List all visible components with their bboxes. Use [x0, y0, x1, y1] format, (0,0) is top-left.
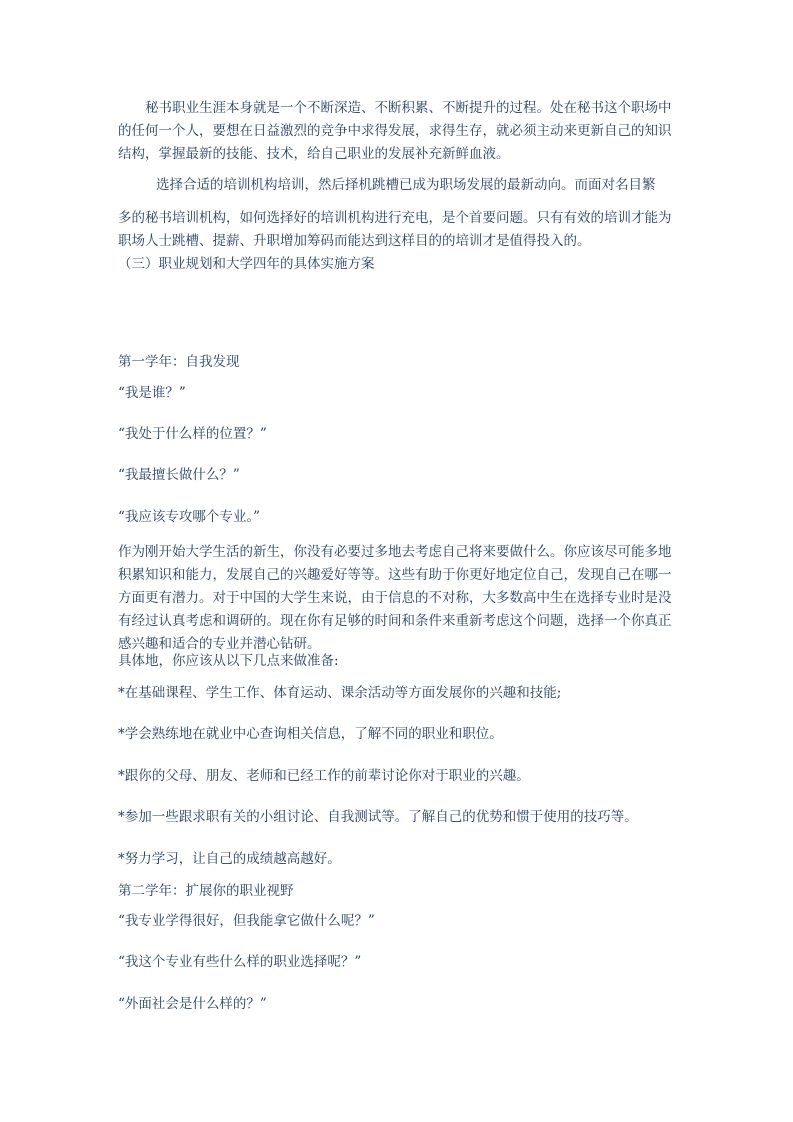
year1-bullet-2: *学会熟练地在就业中心查询相关信息，了解不同的职业和职位。 — [118, 726, 503, 742]
year1-question-3: “我最擅长做什么？” — [118, 467, 240, 483]
year2-question-2: “我这个专业有些什么样的职业选择呢？” — [118, 954, 362, 970]
year1-body: 作为刚开始大学生活的新生，你没有必要过多地去考虑自己将来要做什么。你应该尽可能多地积累知识和能力，发展自己的兴趣爱好等等。这些有助于你更好地定位自己，发现自己在哪一方面更有潜力。对于中国的大学生来说，由于信息的不对称，大多数高中生在选择专业时是没有经过认真考虑和调研的。现在你有足够的时间和条件来重新考虑这个问题，选择一个你真正感兴趣和适合的专业并潜心钻研。 — [118, 544, 672, 652]
paragraph-training-rest: 多的秘书培训机构，如何选择好的培训机构进行充电，是个首要问题。只有有效的培训才能为职场人士跳槽、提薪、升职增加筹码而能达到这样目的的培训才是值得投入的。 — [118, 210, 672, 249]
year2-question-1: “我专业学得很好，但我能拿它做什么呢？” — [118, 913, 375, 929]
year2-title: 第二学年：扩展你的职业视野 — [118, 883, 294, 899]
year1-question-4: “我应该专攻哪个专业。” — [118, 509, 261, 525]
year1-title: 第一学年：自我发现 — [118, 354, 240, 370]
year1-bullet-5: *努力学习，让自己的成绩越高越好。 — [118, 851, 341, 867]
section-heading: （三）职业规划和大学四年的具体实施方案 — [118, 256, 375, 272]
paragraph-training-line1: 选择合适的培训机构培训，然后择机跳槽已成为职场发展的最新动向。而面对名目繁 — [156, 177, 656, 193]
year1-question-2: “我处于什么样的位置？” — [118, 426, 267, 442]
year1-bullet-3: *跟你的父母、朋友、老师和已经工作的前辈讨论你对于职业的兴趣。 — [118, 768, 530, 784]
year1-bullet-1: *在基础课程、学生工作、体育运动、课余活动等方面发展你的兴趣和技能; — [118, 685, 562, 701]
year2-question-3: “外面社会是什么样的？” — [118, 996, 267, 1012]
year1-bullet-4: *参加一些跟求职有关的小组讨论、自我测试等。了解自己的优势和惯于使用的技巧等。 — [118, 809, 638, 825]
year1-prep-intro: 具体地，你应该从以下几点来做准备: — [118, 653, 339, 669]
paragraph-intro: 秘书职业生涯本身就是一个不断深造、不断积累、不断提升的过程。处在秘书这个职场中的任何一个人，要想在日益激烈的竞争中求得发展，求得生存，就必须主动来更新自己的知识结构，掌握最新的技能、技术，给自己职业的发展补充新鲜血液。 — [118, 100, 672, 162]
year1-question-1: “我是谁？” — [118, 385, 186, 401]
